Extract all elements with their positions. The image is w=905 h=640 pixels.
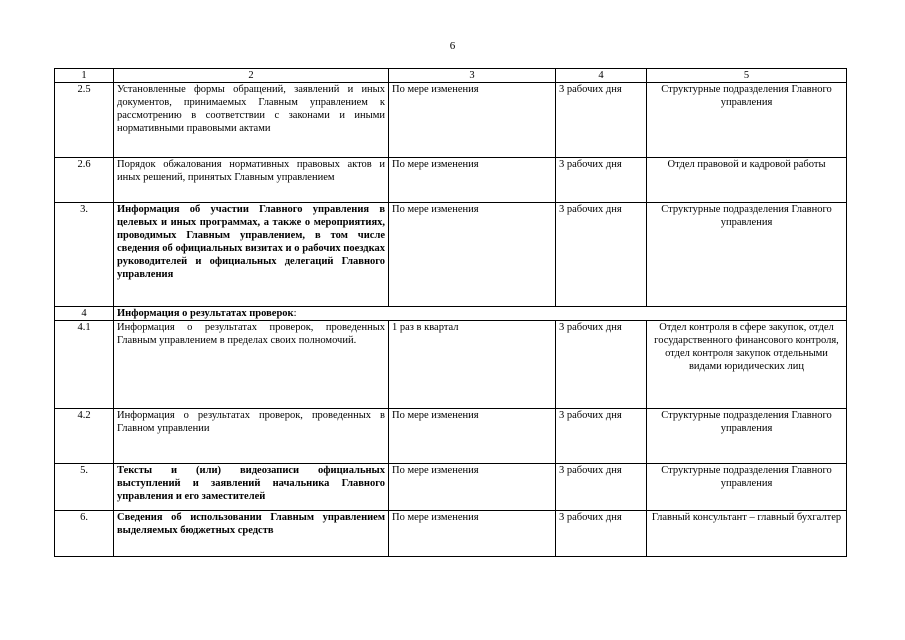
table-row (55, 321, 847, 409)
row-description: Информация о результатах проверок, проведенных Главным управлением в пределах своих полномочий. (114, 321, 389, 409)
row-deadline: 3 рабочих дня (556, 203, 647, 307)
row-responsible: Отдел контроля в сфере закупок, отдел государственного финансового контроля, отдел контроля закупок отдельными видами юридических лиц (647, 321, 847, 409)
row-deadline: 3 рабочих дня (556, 321, 647, 409)
row-description: Тексты и (или) видеозаписи официальных выступлений и заявлений начальника Главного управления и его заместителей (114, 464, 389, 511)
header-row (55, 69, 847, 83)
table-row (55, 158, 847, 203)
row-description: Информация о результатах проверок, проведенных в Главном управлении (114, 409, 389, 464)
row-number: 4.1 (55, 321, 114, 409)
table-row (55, 464, 847, 511)
row-number: 6. (55, 511, 114, 557)
table-row (55, 203, 847, 307)
row-number: 5. (55, 464, 114, 511)
row-description: Порядок обжалования нормативных правовых актов и иных решений, принятых Главным управлением (114, 158, 389, 203)
row-number: 4 (55, 307, 114, 321)
row-responsible: Главный консультант – главный бухгалтер (647, 511, 847, 557)
row-period: По мере изменения (389, 158, 556, 203)
header-cell-1: 1 (55, 69, 114, 83)
row-period: 1 раз в квартал (389, 321, 556, 409)
table-row (55, 511, 847, 557)
row-responsible: Структурные подразделения Главного управления (647, 203, 847, 307)
table-row (55, 409, 847, 464)
row-period: По мере изменения (389, 511, 556, 557)
row-deadline: 3 рабочих дня (556, 83, 647, 158)
section-row (55, 307, 847, 321)
page-number: 6 (449, 40, 456, 52)
row-description: Информация об участии Главного управления в целевых и иных программах, а также о мероприятиях, проводимых Главным управлением, в том числе сведения об официальных визитах и о рабочих поездках руководителей и официальных делегаций Главного управления (114, 203, 389, 307)
row-period: По мере изменения (389, 409, 556, 464)
row-responsible: Структурные подразделения Главного управления (647, 409, 847, 464)
row-deadline: 3 рабочих дня (556, 511, 647, 557)
row-responsible: Структурные подразделения Главного управления (647, 464, 847, 511)
header-cell-4: 4 (556, 69, 647, 83)
header-cell-3: 3 (389, 69, 556, 83)
row-period: По мере изменения (389, 464, 556, 511)
plan-table (54, 68, 847, 557)
row-number: 3. (55, 203, 114, 307)
section-title-suffix: : (293, 308, 297, 319)
header-cell-5: 5 (647, 69, 847, 83)
row-responsible: Отдел правовой и кадровой работы (647, 158, 847, 203)
row-description: Установленные формы обращений, заявлений и иных документов, принимаемых Главным управлением к рассмотрению в соответствии с законами и иными нормативными правовыми актами (114, 83, 389, 158)
row-deadline: 3 рабочих дня (556, 409, 647, 464)
row-number: 2.6 (55, 158, 114, 203)
row-description: Сведения об использовании Главным управлением выделяемых бюджетных средств (114, 511, 389, 557)
section-title-text: Информация о результатах проверок (117, 308, 294, 319)
row-period: По мере изменения (389, 83, 556, 158)
section-title (114, 307, 847, 321)
row-deadline: 3 рабочих дня (556, 464, 647, 511)
row-deadline: 3 рабочих дня (556, 158, 647, 203)
table-row (55, 83, 847, 158)
row-period: По мере изменения (389, 203, 556, 307)
row-responsible: Структурные подразделения Главного управления (647, 83, 847, 158)
row-number: 2.5 (55, 83, 114, 158)
header-cell-2: 2 (114, 69, 389, 83)
row-number: 4.2 (55, 409, 114, 464)
